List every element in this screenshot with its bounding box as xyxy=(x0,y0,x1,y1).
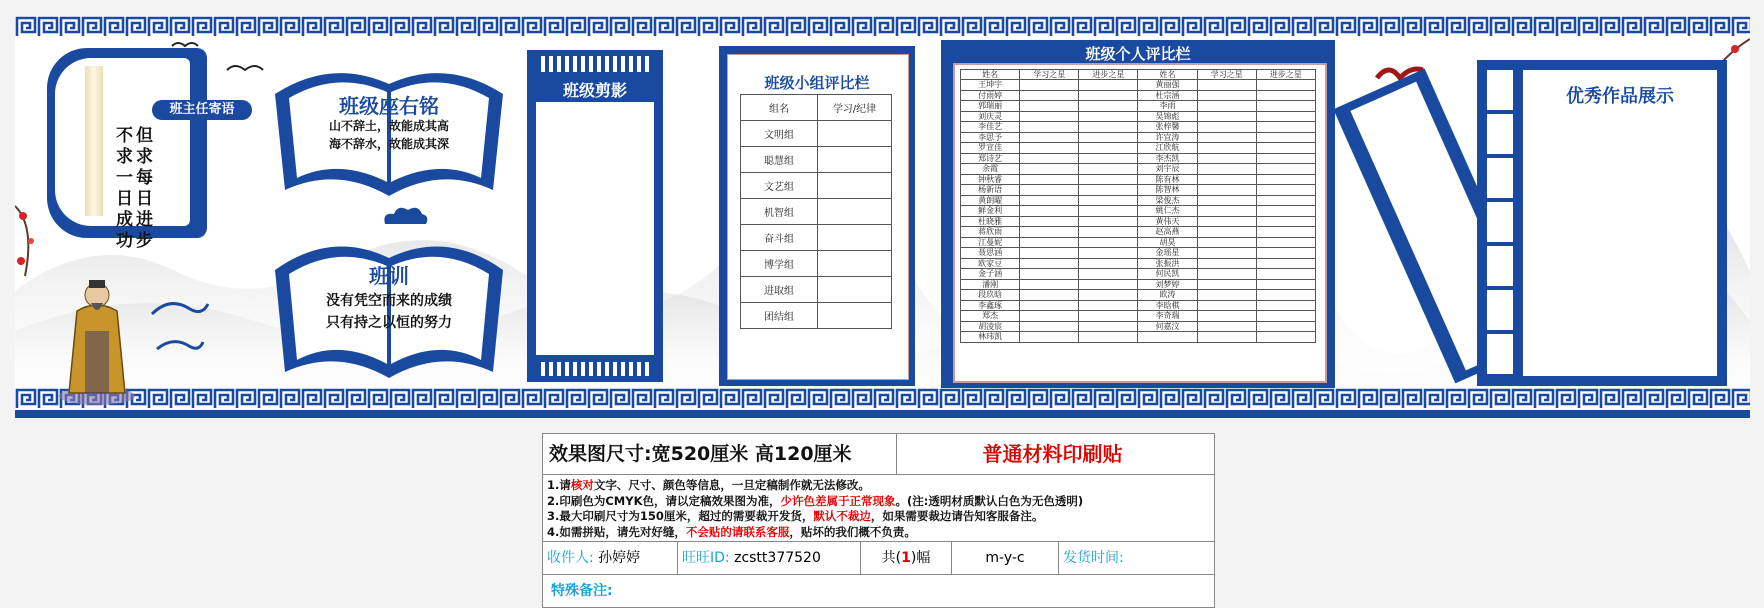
student-name-cell: 黄伟天 xyxy=(1138,216,1197,227)
motto-text xyxy=(271,117,507,153)
personal-row xyxy=(961,111,1316,122)
personal-row xyxy=(961,122,1316,133)
student-name-cell: 黄丽强 xyxy=(1138,80,1197,91)
info-title-row xyxy=(543,434,1214,475)
wall-design-preview xyxy=(15,16,1750,418)
student-name-cell: 江曼妮 xyxy=(961,237,1020,248)
progress-star-cell xyxy=(1079,90,1138,101)
study-star-cell xyxy=(1197,300,1256,311)
student-name-cell: 李雨 xyxy=(1138,101,1197,112)
group-score-cell xyxy=(818,121,892,147)
study-star-cell xyxy=(1197,111,1256,122)
note-fragment: 3.最大印刷尺寸为150厘米，超过的需要裁开发货， xyxy=(547,509,814,523)
cloud-swirl-icon xyxy=(150,294,210,324)
works-title: 优秀作品展示 xyxy=(1566,86,1674,107)
student-name-cell: 胡昊 xyxy=(1138,237,1197,248)
personal-header-cell: 学习之星 xyxy=(1020,70,1079,80)
progress-star-cell xyxy=(1079,311,1138,322)
student-name-cell: 何嘉汶 xyxy=(1138,321,1197,332)
photo-panel-fret-bottom xyxy=(541,362,649,376)
progress-star-cell xyxy=(1256,258,1315,269)
progress-star-cell xyxy=(1079,101,1138,112)
material-label: 普通材料印刷贴 xyxy=(982,442,1123,466)
personal-row xyxy=(961,258,1316,269)
progress-star-cell xyxy=(1256,111,1315,122)
progress-star-cell xyxy=(1256,311,1315,322)
note-line xyxy=(547,494,1210,510)
note-fragment: 文字、尺寸、颜色等信息，一旦定稿制作就无法修改。 xyxy=(593,478,870,492)
student-name-cell: 段玖晗 xyxy=(961,290,1020,301)
progress-star-cell xyxy=(1079,111,1138,122)
progress-star-cell xyxy=(1256,185,1315,196)
study-star-cell xyxy=(1020,174,1079,185)
wangwang-value: zcstt377520 xyxy=(734,550,821,566)
student-name-cell: 何民凯 xyxy=(1138,269,1197,280)
student-name-cell: 罗宣佳 xyxy=(961,143,1020,154)
study-star-cell xyxy=(1197,237,1256,248)
study-star-cell xyxy=(1197,101,1256,112)
progress-star-cell xyxy=(1256,90,1315,101)
progress-star-cell xyxy=(1079,80,1138,91)
progress-star-cell xyxy=(1256,248,1315,259)
personal-row xyxy=(961,143,1316,154)
study-star-cell xyxy=(1020,143,1079,154)
bottom-border-line xyxy=(15,410,1750,418)
scroll-roll xyxy=(85,66,103,216)
study-star-cell xyxy=(1020,300,1079,311)
personal-row xyxy=(961,248,1316,259)
study-star-cell xyxy=(1020,122,1079,133)
study-star-cell xyxy=(1020,132,1079,143)
progress-star-cell xyxy=(1079,279,1138,290)
progress-star-cell xyxy=(1079,185,1138,196)
progress-star-cell xyxy=(1256,132,1315,143)
notes-list xyxy=(547,478,1210,540)
study-star-cell xyxy=(1197,174,1256,185)
study-star-cell xyxy=(1197,321,1256,332)
progress-star-cell xyxy=(1079,132,1138,143)
note-fragment: 少许色差属于正常现象 xyxy=(780,493,896,508)
note-fragment: 。(注:透明材质默认白色为无色透明) xyxy=(895,493,1084,508)
note-fragment: 不会贴的请联系客服 xyxy=(685,524,790,539)
student-name-cell: 张振洪 xyxy=(1138,258,1197,269)
progress-star-cell xyxy=(1256,332,1315,343)
study-star-cell xyxy=(1020,153,1079,164)
group-score-cell xyxy=(818,277,892,303)
study-star-cell xyxy=(1197,311,1256,322)
student-name-cell: 张梓馨 xyxy=(1138,122,1197,133)
study-star-cell xyxy=(1197,153,1256,164)
progress-star-cell xyxy=(1079,122,1138,133)
student-name-cell: 金瑶星 xyxy=(1138,248,1197,259)
group-name-cell: 机智组 xyxy=(741,199,818,225)
study-star-cell xyxy=(1020,332,1079,343)
photo-panel-fret-top xyxy=(541,56,649,72)
group-score-cell xyxy=(818,225,892,251)
progress-star-cell xyxy=(1079,300,1138,311)
student-name-cell: 鲜金利 xyxy=(961,206,1020,217)
student-name-cell: 梁俊杰 xyxy=(1138,195,1197,206)
special-note-label: 特殊备注: xyxy=(551,583,613,599)
study-star-cell xyxy=(1020,248,1079,259)
teacher-message-text xyxy=(112,126,152,256)
progress-star-cell xyxy=(1079,143,1138,154)
study-star-cell xyxy=(1197,206,1256,217)
note-fragment: 默认不裁边 xyxy=(813,509,871,523)
personal-row xyxy=(961,101,1316,112)
group-name-cell: 文明组 xyxy=(741,121,818,147)
note-fragment: ，如果需要裁边请告知客服备注。 xyxy=(870,509,1044,523)
progress-star-cell xyxy=(1256,216,1315,227)
personal-header-cell: 进步之星 xyxy=(1079,70,1138,80)
student-name-cell: 许宜涛 xyxy=(1138,132,1197,143)
group-name-cell: 文艺组 xyxy=(741,173,818,199)
student-name-cell: 李佳艺 xyxy=(961,122,1020,133)
group-name-cell: 博学组 xyxy=(741,251,818,277)
student-name-cell: 欧涛 xyxy=(1138,290,1197,301)
cloud-swirl-icon xyxy=(155,334,205,358)
confucius-figure xyxy=(55,271,140,406)
group-name-cell: 进取组 xyxy=(741,277,818,303)
progress-star-cell xyxy=(1079,206,1138,217)
study-star-cell xyxy=(1197,248,1256,259)
receiver-label: 收件人: xyxy=(547,550,594,566)
note-fragment: 2.印刷色为CMYK色，请以定稿效果图为准， xyxy=(547,493,781,508)
student-name-cell xyxy=(1138,332,1197,343)
progress-star-cell xyxy=(1079,216,1138,227)
study-star-cell xyxy=(1197,227,1256,238)
student-name-cell: 金子涵 xyxy=(961,269,1020,280)
progress-star-cell xyxy=(1079,258,1138,269)
progress-star-cell xyxy=(1256,237,1315,248)
group-row xyxy=(741,199,892,225)
student-name-cell: 江欣航 xyxy=(1138,143,1197,154)
progress-star-cell xyxy=(1079,227,1138,238)
study-star-cell xyxy=(1020,227,1079,238)
personal-row xyxy=(961,153,1316,164)
student-name-cell: 钟秋睿 xyxy=(961,174,1020,185)
training-title: 班训 xyxy=(369,264,409,288)
student-name-cell: 黄朗曜 xyxy=(961,195,1020,206)
training-text xyxy=(271,290,507,334)
student-name-cell: 郑杰 xyxy=(961,311,1020,322)
group-evaluation-table xyxy=(740,94,892,329)
progress-star-cell xyxy=(1079,321,1138,332)
group-row xyxy=(741,277,892,303)
study-star-cell xyxy=(1197,332,1256,343)
study-star-cell xyxy=(1197,164,1256,175)
progress-star-cell xyxy=(1256,300,1315,311)
personal-header-cell: 姓名 xyxy=(961,70,1020,80)
teacher-line-2: 不求一日成功 xyxy=(112,126,132,252)
training-line-2: 只有持之以恒的努力 xyxy=(326,315,452,331)
count-cell xyxy=(861,542,952,574)
progress-star-cell xyxy=(1256,227,1315,238)
group-row xyxy=(741,173,892,199)
group-row xyxy=(741,147,892,173)
progress-star-cell xyxy=(1256,143,1315,154)
ship-time-label: 发货时间: xyxy=(1063,550,1124,566)
group-row xyxy=(741,225,892,251)
personal-row xyxy=(961,279,1316,290)
study-star-cell xyxy=(1197,122,1256,133)
study-star-cell xyxy=(1020,111,1079,122)
student-name-cell: 赵高燕 xyxy=(1138,227,1197,238)
study-star-cell xyxy=(1020,237,1079,248)
student-name-cell: 余霞 xyxy=(961,164,1020,175)
personal-row xyxy=(961,290,1316,301)
training-line-1: 没有凭空而来的成绩 xyxy=(326,293,452,309)
personal-row xyxy=(961,206,1316,217)
group-name-cell: 团结组 xyxy=(741,303,818,329)
bird-icon xyxy=(225,60,265,80)
student-name-cell: 李晗棋 xyxy=(1138,300,1197,311)
study-star-cell xyxy=(1197,80,1256,91)
personal-evaluation-title: 班级个人评比栏 xyxy=(1085,45,1191,63)
study-star-cell xyxy=(1197,143,1256,154)
personal-header-cell: 学习之星 xyxy=(1197,70,1256,80)
personal-row xyxy=(961,195,1316,206)
count-value: 1 xyxy=(901,550,911,566)
progress-star-cell xyxy=(1079,237,1138,248)
study-star-cell xyxy=(1020,206,1079,217)
teacher-message-tag: 班主任寄语 xyxy=(152,100,252,120)
teacher-line-1: 但求每日进步 xyxy=(132,126,152,252)
progress-star-cell xyxy=(1256,80,1315,91)
group-score-cell xyxy=(818,303,892,329)
top-fret-border xyxy=(15,16,1750,36)
wangwang-label: 旺旺ID: xyxy=(682,550,730,566)
bottom-fret-border xyxy=(15,388,1750,408)
group-row xyxy=(741,303,892,329)
group-row xyxy=(741,251,892,277)
progress-star-cell xyxy=(1079,248,1138,259)
student-name-cell: 胡凌宸 xyxy=(961,321,1020,332)
student-name-cell: 潘刚 xyxy=(961,279,1020,290)
note-fragment: 4.如需拼贴，请先对好缝， xyxy=(547,524,686,539)
study-star-cell xyxy=(1020,101,1079,112)
progress-star-cell xyxy=(1256,206,1315,217)
progress-star-cell xyxy=(1079,195,1138,206)
student-name-cell: 林玮凯 xyxy=(961,332,1020,343)
study-star-cell xyxy=(1197,185,1256,196)
personal-row xyxy=(961,185,1316,196)
order-info-sheet xyxy=(542,433,1215,608)
group-score-cell xyxy=(818,199,892,225)
student-name-cell: 李思予 xyxy=(961,132,1020,143)
personal-header-cell: 进步之星 xyxy=(1256,70,1315,80)
study-star-cell xyxy=(1020,216,1079,227)
student-name-cell: 郑诗艺 xyxy=(961,153,1020,164)
student-name-cell: 杜晓雅 xyxy=(961,216,1020,227)
personal-row xyxy=(961,332,1316,343)
study-star-cell xyxy=(1020,311,1079,322)
progress-star-cell xyxy=(1256,290,1315,301)
group-row xyxy=(741,121,892,147)
receiver-cell xyxy=(543,542,678,574)
group-score-cell xyxy=(818,173,892,199)
study-star-cell xyxy=(1197,269,1256,280)
photo-panel-title: 班级剪影 xyxy=(562,81,627,100)
student-name-cell: 陈智林 xyxy=(1138,185,1197,196)
personal-header-cell: 姓名 xyxy=(1138,70,1197,80)
motto-title: 班级座右铭 xyxy=(339,94,439,118)
progress-star-cell xyxy=(1079,332,1138,343)
note-line xyxy=(547,525,1210,541)
student-name-cell: 李杰凯 xyxy=(1138,153,1197,164)
study-star-cell xyxy=(1197,90,1256,101)
student-name-cell: 聂思涵 xyxy=(961,248,1020,259)
student-name-cell: 王坤宇 xyxy=(961,80,1020,91)
study-star-cell xyxy=(1197,279,1256,290)
personal-row xyxy=(961,216,1316,227)
photo-area xyxy=(536,102,654,355)
group-header-name: 组名 xyxy=(741,95,818,121)
personal-row xyxy=(961,90,1316,101)
progress-star-cell xyxy=(1256,279,1315,290)
group-score-cell xyxy=(818,147,892,173)
progress-star-cell xyxy=(1079,290,1138,301)
study-star-cell xyxy=(1020,195,1079,206)
study-star-cell xyxy=(1020,279,1079,290)
progress-star-cell xyxy=(1256,122,1315,133)
receiver-value: 孙婷婷 xyxy=(598,550,641,566)
study-star-cell xyxy=(1020,164,1079,175)
student-name-cell: 欧家豆 xyxy=(961,258,1020,269)
note-line xyxy=(547,509,1210,525)
progress-star-cell xyxy=(1256,321,1315,332)
motto-line-2: 海不辞水，故能成其深 xyxy=(328,137,449,151)
note-line xyxy=(547,478,1210,494)
count-prefix: 共( xyxy=(881,550,902,566)
student-name-cell: 刘梦婷 xyxy=(1138,279,1197,290)
progress-star-cell xyxy=(1256,101,1315,112)
study-star-cell xyxy=(1020,80,1079,91)
group-name-cell: 聪慧组 xyxy=(741,147,818,173)
study-star-cell xyxy=(1197,290,1256,301)
progress-star-cell xyxy=(1256,164,1315,175)
progress-star-cell xyxy=(1256,153,1315,164)
student-name-cell: 蒋欣雨 xyxy=(961,227,1020,238)
study-star-cell xyxy=(1020,321,1079,332)
student-name-cell: 吴锦彪 xyxy=(1138,111,1197,122)
student-name-cell: 付雨婷 xyxy=(961,90,1020,101)
group-evaluation-title: 班级小组评比栏 xyxy=(764,74,870,92)
personal-row xyxy=(961,311,1316,322)
progress-star-cell xyxy=(1256,174,1315,185)
progress-star-cell xyxy=(1256,269,1315,280)
student-name-cell: 杜宗涵 xyxy=(1138,90,1197,101)
student-name-cell: 郭瑞丽 xyxy=(961,101,1020,112)
group-score-cell xyxy=(818,251,892,277)
study-star-cell xyxy=(1020,185,1079,196)
group-name-cell: 奋斗组 xyxy=(741,225,818,251)
personal-row xyxy=(961,227,1316,238)
student-name-cell: 刘宇辰 xyxy=(1138,164,1197,175)
study-star-cell xyxy=(1020,290,1079,301)
study-star-cell xyxy=(1197,132,1256,143)
student-name-cell: 姚仁杰 xyxy=(1138,206,1197,217)
student-name-cell: 李奇瑞 xyxy=(1138,311,1197,322)
progress-star-cell xyxy=(1079,174,1138,185)
size-label: 效果图尺寸:宽520厘米 高120厘米 xyxy=(543,434,897,474)
personal-row xyxy=(961,237,1316,248)
study-star-cell xyxy=(1020,269,1079,280)
student-name-cell: 李鑫琢 xyxy=(961,300,1020,311)
personal-row xyxy=(961,164,1316,175)
personal-rows xyxy=(961,80,1316,343)
student-name-cell: 刘庆灵 xyxy=(961,111,1020,122)
personal-evaluation-table xyxy=(960,69,1316,343)
study-star-cell xyxy=(1197,216,1256,227)
student-name-cell: 杨新语 xyxy=(961,185,1020,196)
progress-star-cell xyxy=(1079,269,1138,280)
study-star-cell xyxy=(1020,90,1079,101)
code-cell: m-y-c xyxy=(952,542,1059,574)
progress-star-cell xyxy=(1079,164,1138,175)
student-name-cell: 陈有林 xyxy=(1138,174,1197,185)
personal-row xyxy=(961,80,1316,91)
note-fragment: ，贴坏的我们概不负责。 xyxy=(789,524,916,539)
motto-line-1: 山不辞土，故能成其高 xyxy=(328,119,449,133)
order-detail-row xyxy=(543,542,1214,575)
personal-header-row xyxy=(961,70,1316,80)
study-star-cell xyxy=(1020,258,1079,269)
study-star-cell xyxy=(1197,195,1256,206)
note-fragment: 核对 xyxy=(570,478,594,492)
note-fragment: 1.请 xyxy=(547,478,571,492)
notes-row xyxy=(543,475,1214,542)
wangwang-cell xyxy=(678,542,861,574)
personal-row xyxy=(961,300,1316,311)
personal-row xyxy=(961,174,1316,185)
count-suffix: )幅 xyxy=(910,550,931,566)
group-rows xyxy=(741,121,892,329)
personal-row xyxy=(961,132,1316,143)
study-star-cell xyxy=(1197,258,1256,269)
progress-star-cell xyxy=(1079,153,1138,164)
personal-row xyxy=(961,269,1316,280)
progress-star-cell xyxy=(1256,195,1315,206)
group-header-score: 学习/纪律 xyxy=(818,95,892,121)
works-panel-spine xyxy=(1487,70,1513,376)
works-display-area xyxy=(1523,70,1717,376)
personal-row xyxy=(961,321,1316,332)
